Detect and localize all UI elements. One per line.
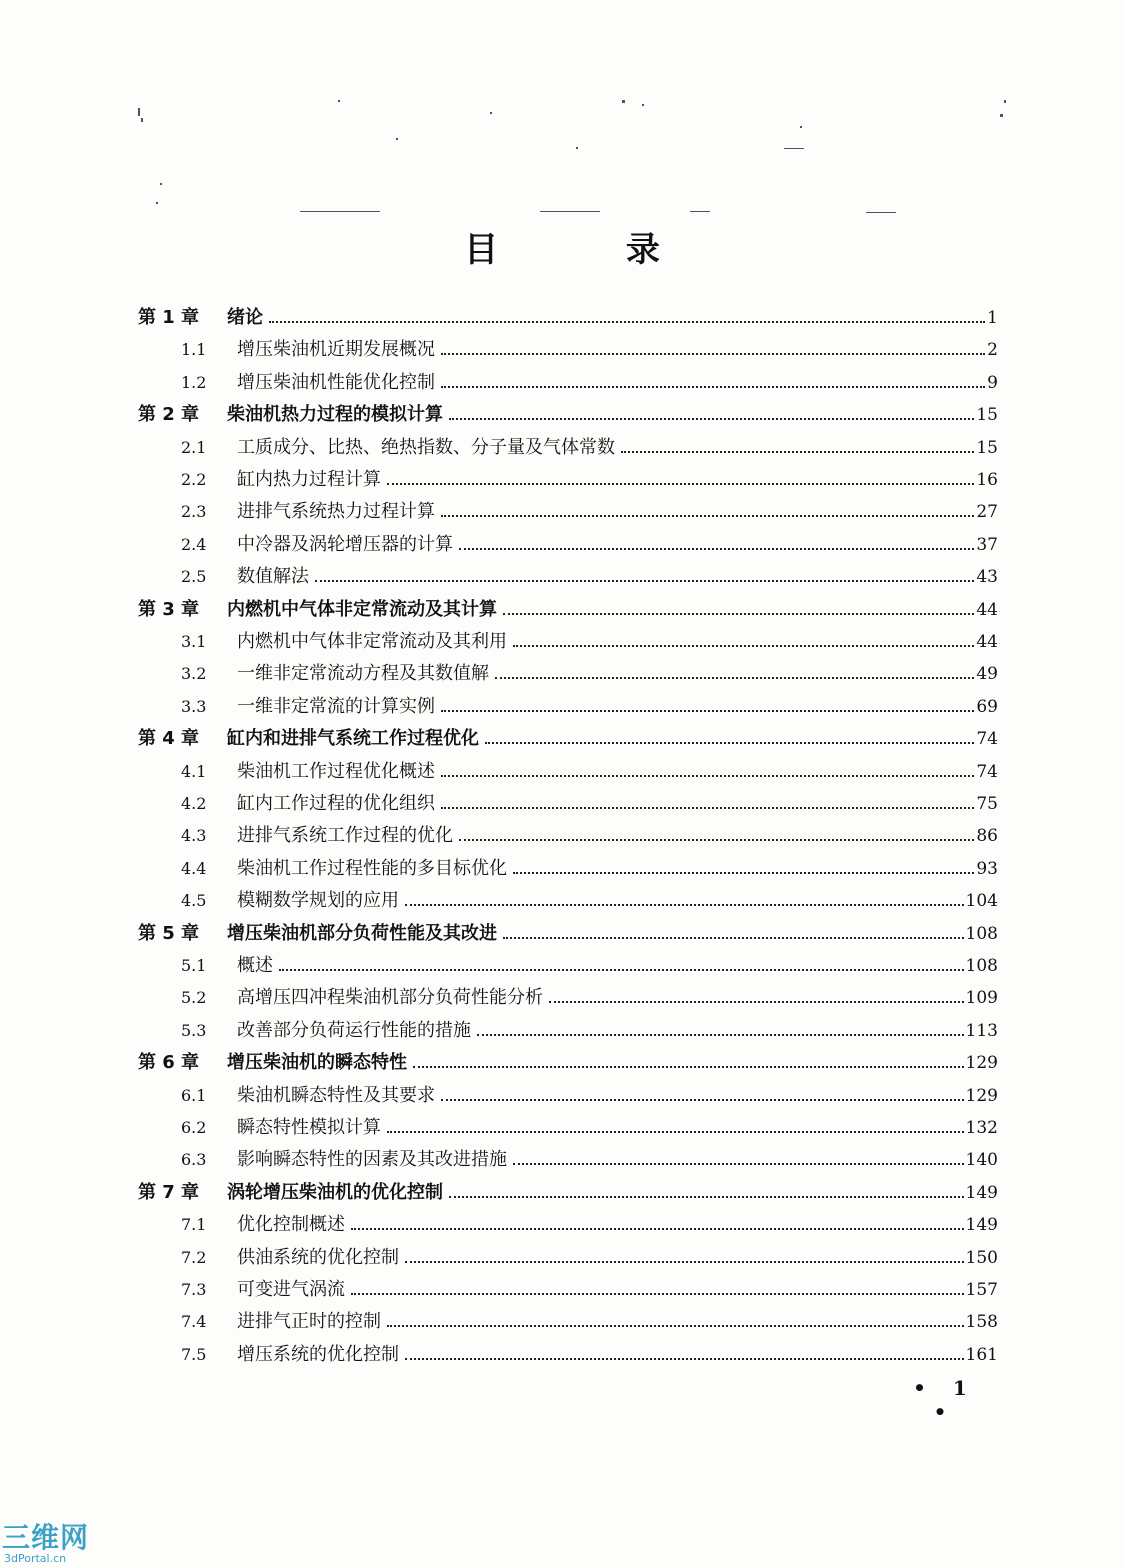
toc-entry-title: 柴油机热力过程的模拟计算	[227, 404, 443, 426]
dot-leader	[441, 515, 974, 517]
toc-section-row[interactable]	[0, 334, 1124, 366]
dot-leader	[477, 1034, 964, 1036]
toc-entry-number: 1.2	[181, 372, 207, 392]
toc-section-row[interactable]	[0, 561, 1124, 593]
toc-section-row[interactable]	[0, 691, 1124, 723]
toc-section-row[interactable]	[0, 1274, 1124, 1306]
toc-chapter-row[interactable]	[0, 1047, 1124, 1079]
toc-entry-title: 可变进气涡流	[237, 1279, 345, 1300]
toc-section-row[interactable]	[0, 1306, 1124, 1338]
watermark-url: 3dPortal.cn	[4, 1552, 67, 1565]
toc-section-row[interactable]	[0, 820, 1124, 852]
toc-entry-title: 一维非定常流的计算实例	[237, 695, 435, 717]
toc-entry-page: 15	[976, 405, 998, 426]
toc-entry-page: 44	[976, 632, 998, 652]
toc-section-row[interactable]	[0, 788, 1124, 820]
toc-entry-number: 6.3	[181, 1150, 207, 1170]
toc-entry-title: 一维非定常流动方程及其数值解	[237, 663, 489, 685]
toc-entry-title: 柴油机工作过程性能的多目标优化	[237, 857, 507, 879]
toc-entry-title: 供油系统的优化控制	[237, 1246, 399, 1268]
toc-chapter-row[interactable]	[0, 918, 1124, 950]
toc-chapter-row[interactable]	[0, 723, 1124, 755]
toc-section-row[interactable]	[0, 756, 1124, 788]
toc-section-row[interactable]	[0, 464, 1124, 496]
toc-entry-number: 第 3 章	[138, 598, 200, 620]
toc-entry-page: 93	[976, 858, 998, 879]
toc-entry-title: 进排气系统热力过程计算	[237, 501, 435, 523]
dot-leader	[405, 904, 964, 906]
toc-entry-number: 2.3	[181, 502, 207, 522]
page-number: • 1 •	[913, 1376, 977, 1424]
toc-entry-page: 9	[987, 372, 998, 393]
toc-entry-title: 模糊数学规划的应用	[237, 890, 399, 912]
toc-entry-number: 4.3	[181, 826, 207, 846]
dot-leader	[405, 1261, 964, 1263]
toc-entry-page: 74	[976, 729, 998, 750]
toc-entry-page: 150	[965, 1247, 998, 1268]
toc-section-row[interactable]	[0, 658, 1124, 690]
toc-entry-number: 第 1 章	[138, 307, 200, 328]
toc-chapter-row[interactable]	[0, 399, 1124, 431]
toc-entry-title: 绪论	[227, 307, 263, 328]
dot-leader	[459, 839, 974, 841]
toc-entry-page: 113	[965, 1020, 998, 1041]
toc-entry-title: 进排气正时的控制	[237, 1311, 381, 1333]
dot-leader	[449, 418, 974, 420]
toc-section-row[interactable]	[0, 626, 1124, 658]
dot-leader	[513, 645, 974, 647]
toc-entry-number: 7.5	[181, 1344, 207, 1364]
toc-entry-title: 涡轮增压柴油机的优化控制	[227, 1181, 443, 1203]
dot-leader	[351, 1228, 964, 1230]
dot-leader	[387, 1131, 964, 1133]
dot-leader	[441, 386, 985, 388]
dot-leader	[441, 775, 974, 777]
toc-entry-page: 129	[965, 1053, 998, 1074]
toc-chapter-row[interactable]	[0, 302, 1124, 334]
toc-section-row[interactable]	[0, 982, 1124, 1014]
dot-leader	[441, 1099, 964, 1101]
toc-chapter-row[interactable]	[0, 1177, 1124, 1209]
toc-entry-page: 108	[965, 923, 998, 944]
toc-section-row[interactable]	[0, 432, 1124, 464]
toc-entry-title: 数值解法	[237, 566, 309, 588]
toc-entry-page: 16	[976, 470, 998, 490]
toc-entry-page: 149	[965, 1182, 998, 1203]
toc-entry-title: 概述	[237, 955, 273, 976]
dot-leader	[405, 1358, 964, 1360]
toc-entry-title: 增压柴油机性能优化控制	[237, 371, 435, 393]
toc-entry-page: 69	[976, 696, 998, 717]
dot-leader	[269, 321, 985, 323]
dot-leader	[513, 1163, 964, 1165]
toc-entry-number: 7.3	[181, 1280, 207, 1299]
toc-section-row[interactable]	[0, 853, 1124, 885]
toc-entry-number: 2.4	[181, 534, 207, 554]
dot-leader	[441, 807, 974, 809]
dot-leader	[413, 1066, 964, 1068]
toc-entry-number: 第 4 章	[138, 728, 200, 750]
toc-entry-title: 优化控制概述	[237, 1214, 345, 1236]
toc-entry-title: 改善部分负荷运行性能的措施	[237, 1019, 471, 1041]
dot-leader	[513, 872, 974, 874]
toc-entry-number: 5.2	[181, 988, 207, 1008]
toc-entry-number: 4.1	[181, 761, 207, 781]
toc-entry-number: 2.2	[181, 470, 207, 489]
toc-section-row[interactable]	[0, 1339, 1124, 1371]
toc-chapter-row[interactable]	[0, 594, 1124, 626]
dot-leader	[387, 1325, 964, 1327]
toc-entry-title: 瞬态特性模拟计算	[237, 1117, 381, 1138]
toc-entry-number: 4.2	[181, 794, 207, 813]
toc-entry-title: 工质成分、比热、绝热指数、分子量及气体常数	[237, 436, 615, 458]
dot-leader	[441, 710, 974, 712]
toc-entry-page: 157	[965, 1280, 998, 1300]
toc-entry-number: 2.1	[181, 437, 207, 457]
toc-entry-number: 3.1	[181, 632, 207, 651]
toc-entry-title: 增压系统的优化控制	[237, 1343, 399, 1365]
toc-entry-page: 140	[965, 1150, 998, 1171]
toc-entry-number: 第 7 章	[138, 1181, 200, 1203]
toc-entry-number: 2.5	[181, 567, 207, 587]
toc-entry-number: 3.3	[181, 696, 207, 716]
toc-entry-page: 44	[976, 599, 998, 620]
toc-entry-page: 86	[976, 826, 998, 847]
toc-entry-page: 15	[976, 437, 998, 458]
dot-leader	[503, 937, 964, 939]
watermark-text: 三维网	[2, 1521, 90, 1554]
dot-leader	[485, 742, 974, 744]
toc-entry-number: 5.1	[181, 956, 207, 975]
dot-leader	[549, 1001, 964, 1003]
toc-entry-title: 内燃机中气体非定常流动及其利用	[237, 631, 507, 652]
toc-entry-page: 49	[976, 664, 998, 685]
toc-entry-number: 7.4	[181, 1312, 207, 1332]
toc-entry-title: 增压柴油机近期发展概况	[237, 339, 435, 361]
dot-leader	[503, 613, 974, 615]
toc-entry-number: 7.1	[181, 1215, 207, 1235]
toc-section-row[interactable]	[0, 367, 1124, 399]
toc-entry-number: 4.5	[181, 891, 207, 911]
toc-entry-title: 缸内和进排气系统工作过程优化	[227, 728, 479, 750]
toc-entry-number: 第 5 章	[138, 922, 200, 944]
toc-entry-page: 104	[965, 891, 998, 912]
toc-section-row[interactable]	[0, 1242, 1124, 1274]
dot-leader	[621, 451, 974, 453]
toc-entry-number: 第 6 章	[138, 1052, 200, 1074]
toc-entry-title: 中冷器及涡轮增压器的计算	[237, 533, 453, 555]
toc-entry-title: 增压柴油机的瞬态特性	[227, 1052, 407, 1074]
dot-leader	[279, 969, 964, 971]
toc-entry-number: 3.2	[181, 664, 207, 684]
toc-entry-title: 影响瞬态特性的因素及其改进措施	[237, 1149, 507, 1171]
toc-entry-page: 75	[976, 794, 998, 814]
page-title: 目 录	[464, 230, 718, 270]
dot-leader	[495, 677, 974, 679]
toc-section-row[interactable]	[0, 950, 1124, 982]
toc-entry-page: 161	[965, 1344, 998, 1365]
toc-entry-number: 6.1	[181, 1085, 207, 1105]
toc-entry-page: 149	[965, 1215, 998, 1236]
toc-entry-page: 129	[965, 1085, 998, 1106]
toc-entry-title: 柴油机瞬态特性及其要求	[237, 1084, 435, 1106]
toc-section-row[interactable]	[0, 885, 1124, 917]
toc-section-row[interactable]	[0, 1144, 1124, 1176]
toc-entry-page: 43	[976, 567, 998, 588]
toc-entry-page: 108	[965, 956, 998, 976]
toc-entry-title: 进排气系统工作过程的优化	[237, 825, 453, 847]
dot-leader	[351, 1293, 964, 1295]
toc-entry-title: 柴油机工作过程优化概述	[237, 760, 435, 782]
toc-entry-number: 6.2	[181, 1118, 207, 1137]
toc-section-row[interactable]	[0, 1112, 1124, 1144]
toc-entry-title: 增压柴油机部分负荷性能及其改进	[227, 922, 497, 944]
toc-entry-number: 4.4	[181, 858, 207, 878]
toc-entry-number: 5.3	[181, 1020, 207, 1040]
toc-entry-page: 1	[987, 308, 998, 328]
toc-entry-title: 内燃机中气体非定常流动及其计算	[227, 598, 497, 620]
toc-entry-title: 缸内热力过程计算	[237, 469, 381, 490]
watermark-logo	[0, 1514, 110, 1568]
toc-entry-page: 27	[976, 502, 998, 523]
toc-entry-page: 74	[976, 761, 998, 782]
toc-entry-number: 7.2	[181, 1247, 207, 1267]
dot-leader	[459, 548, 974, 550]
toc-entry-page: 109	[965, 988, 998, 1009]
dot-leader	[315, 580, 974, 582]
toc-entry-number: 第 2 章	[138, 404, 200, 426]
toc-entry-title: 高增压四冲程柴油机部分负荷性能分析	[237, 987, 543, 1009]
toc-entry-page: 37	[976, 534, 998, 555]
dot-leader	[387, 483, 974, 485]
toc-section-row[interactable]	[0, 1209, 1124, 1241]
toc-section-row[interactable]	[0, 529, 1124, 561]
toc-entry-page: 132	[965, 1118, 998, 1138]
dot-leader	[441, 353, 985, 355]
dot-leader	[449, 1196, 964, 1198]
toc-section-row[interactable]	[0, 1015, 1124, 1047]
toc-entry-title: 缸内工作过程的优化组织	[237, 793, 435, 814]
toc-section-row[interactable]	[0, 1080, 1124, 1112]
toc-entry-number: 1.1	[181, 340, 207, 360]
toc-entry-page: 158	[965, 1312, 998, 1333]
toc-entry-page: 2	[987, 340, 998, 361]
toc-section-row[interactable]	[0, 496, 1124, 528]
